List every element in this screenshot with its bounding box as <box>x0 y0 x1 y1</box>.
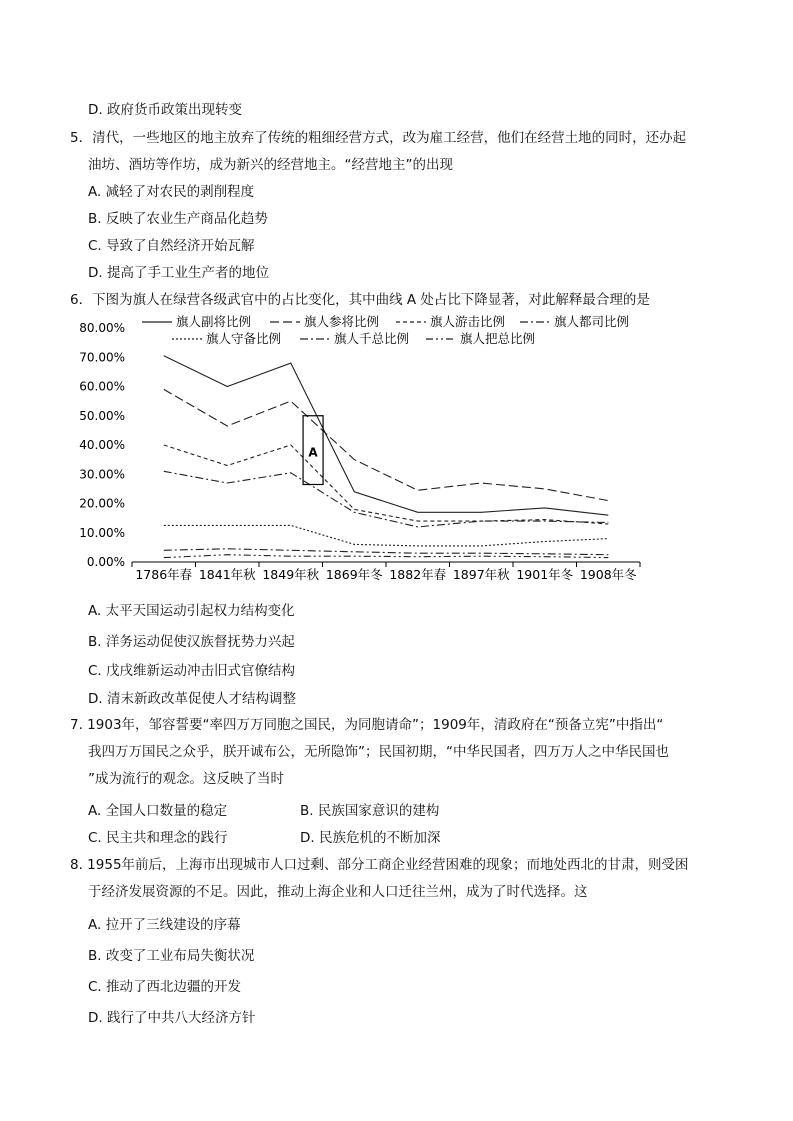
legend-label: 旗人副将比例 <box>176 314 252 329</box>
y-tick-label: 80.00% <box>79 321 125 335</box>
q8-option-b: B. 改变了工业布局失衡状况 <box>88 948 255 964</box>
q5-stem-line2: 油坊、酒坊等作坊，成为新兴的经营地主。“经营地主”的出现 <box>88 157 453 173</box>
legend-label: 旗人游击比例 <box>430 314 506 329</box>
y-tick-label: 70.00% <box>79 350 125 365</box>
q6-option-b: B. 洋务运动促使汉族督抚势力兴起 <box>88 634 295 650</box>
y-tick-label: 30.00% <box>79 467 125 482</box>
legend-label: 旗人守备比例 <box>206 331 282 346</box>
y-tick-label: 10.00% <box>79 525 125 540</box>
series-line-6 <box>164 549 609 555</box>
q7-option-b: B. 民族国家意识的建构 <box>300 803 440 819</box>
line-chart <box>70 312 650 590</box>
q7-option-c: C. 民主共和理念的践行 <box>88 830 228 846</box>
q8-option-a: A. 拉开了三线建设的序幕 <box>88 917 241 933</box>
q8-stem-line2: 于经济发展资源的不足。因此，推动上海企业和人口迁往兰州，成为了时代选择。这 <box>88 884 588 900</box>
q7-option-a: A. 全国人口数量的稳定 <box>88 803 228 819</box>
q5-stem-line1: 5．清代，一些地区的地主放弃了传统的粗细经营方式，改为雇工经营，他们在经营土地的同时，还办起 <box>70 130 687 146</box>
legend-label: 旗人把总比例 <box>460 331 536 346</box>
legend-label: 旗人千总比例 <box>334 331 410 346</box>
q7-stem-line2: 我四万万国民之众乎，朕开诚布公，无所隐饰”；民国初期，“中华民国者，四万万人之中华民国也 <box>88 744 669 760</box>
series-line-3 <box>164 445 609 524</box>
x-tick-label: 1901年冬 <box>516 567 574 582</box>
x-tick-label: 1897年秋 <box>452 567 510 582</box>
series-line-2 <box>164 389 609 500</box>
x-tick-label: 1849年秋 <box>262 567 320 582</box>
y-tick-label: 0.00% <box>86 555 125 569</box>
q7-option-d: D. 民族危机的不断加深 <box>300 830 441 846</box>
annotation-label-a: A <box>308 445 318 460</box>
series-line-7 <box>164 555 609 558</box>
x-axis <box>132 562 640 582</box>
q5-option-d: D. 提高了手工业生产者的地位 <box>88 265 269 281</box>
x-tick-label: 1882年春 <box>389 567 447 582</box>
x-tick-label: 1841年秋 <box>198 567 256 582</box>
q6-stem: 6．下图为旗人在绿营各级武官中的占比变化，其中曲线 A 处占比下降显著，对此解释最合理的是 <box>70 292 650 308</box>
q7-stem-line1: 7. 1903年，邹容誓要“率四万万同胞之国民，为同胞请命”；1909年，清政府在“预备立宪”中指出“ <box>70 717 664 733</box>
y-tick-label: 50.00% <box>79 408 125 423</box>
q5-option-b: B. 反映了农业生产商品化趋势 <box>88 211 268 227</box>
legend-label: 旗人都司比例 <box>554 314 630 329</box>
q5-option-a: A. 减轻了对农民的剥削程度 <box>88 184 255 200</box>
q8-stem-line1: 8. 1955年前后，上海市出现城市人口过剩、部分工商企业经营困难的现象；而地处西北的甘肃，则受困 <box>70 857 689 873</box>
series-group <box>164 356 609 558</box>
y-tick-label: 40.00% <box>79 438 125 452</box>
legend-label: 旗人参将比例 <box>304 314 380 329</box>
x-tick-label: 1786年春 <box>135 567 193 582</box>
q6-option-c: C. 戊戌维新运动冲击旧式官僚结构 <box>88 663 296 679</box>
x-tick-label: 1869年冬 <box>325 567 383 582</box>
q8-option-c: C. 推动了西北边疆的开发 <box>88 979 242 995</box>
q7-stem-line3: ”成为流行的观念。这反映了当时 <box>88 771 284 787</box>
q4-option-d: D. 政府货币政策出现转变 <box>88 102 242 118</box>
q5-option-c: C. 导致了自然经济开始瓦解 <box>88 238 255 254</box>
x-tick-label: 1908年冬 <box>579 567 637 582</box>
y-axis <box>79 321 125 569</box>
series-line-4 <box>164 471 609 527</box>
legend <box>142 314 629 346</box>
series-line-1 <box>164 356 609 515</box>
q8-option-d: D. 践行了中共八大经济方针 <box>88 1010 256 1026</box>
series-line-5 <box>164 525 609 546</box>
q6-option-a: A. 太平天国运动引起权力结构变化 <box>88 603 295 619</box>
y-tick-label: 20.00% <box>79 496 125 511</box>
y-tick-label: 60.00% <box>79 379 125 394</box>
q6-option-d: D. 清末新政改革促使人才结构调整 <box>88 691 296 707</box>
